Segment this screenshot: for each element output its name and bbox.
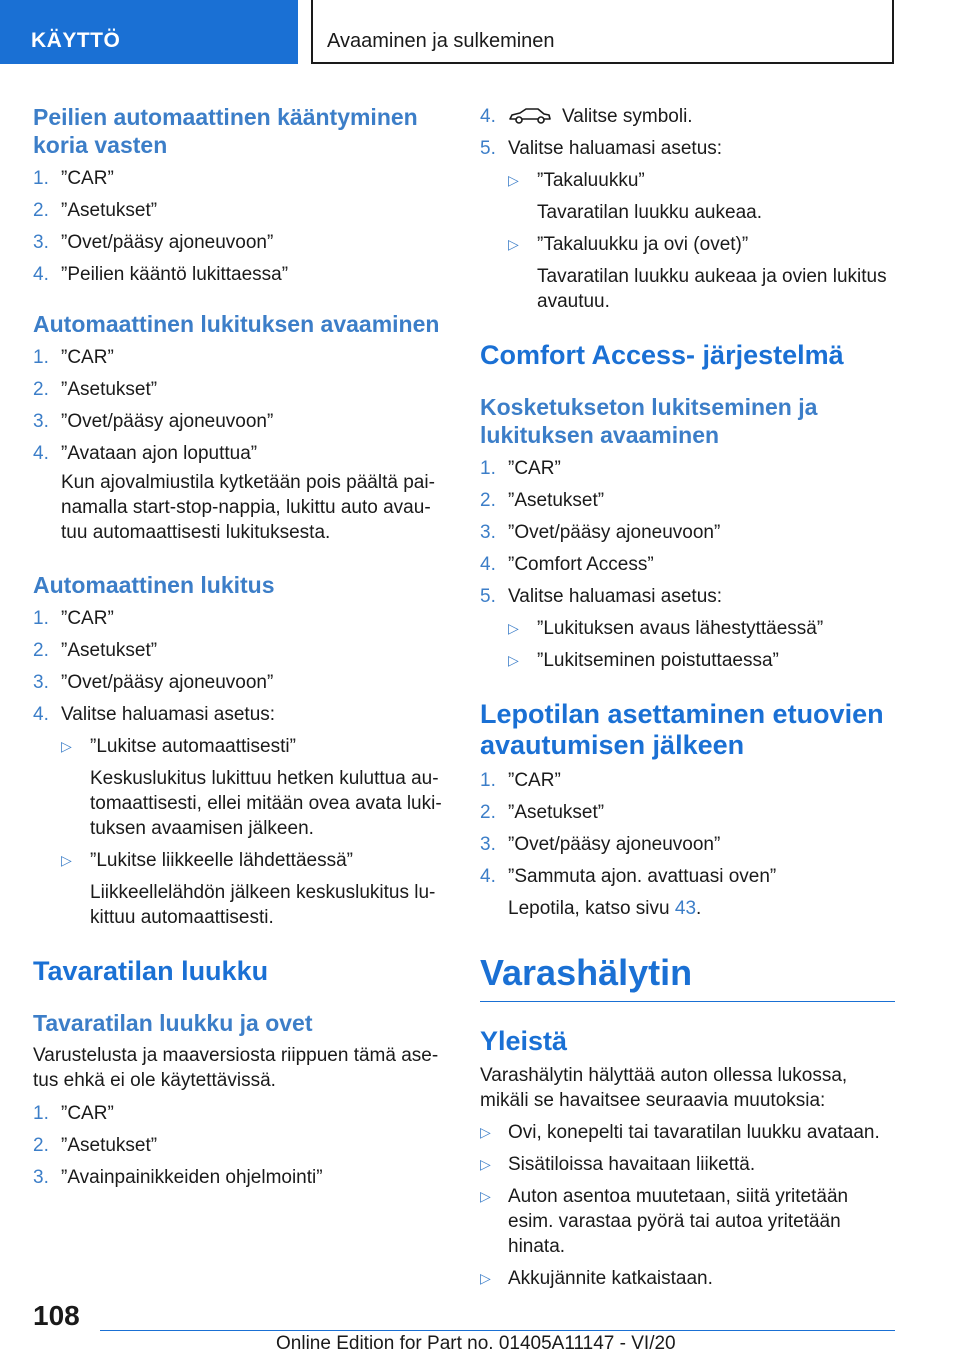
list-item: 4. ”Sammuta ajon. avattuasi oven”	[480, 866, 777, 887]
triangle-right-icon: ▷	[508, 236, 519, 252]
list-item: 5. Valitse haluamasi asetus:	[480, 586, 723, 607]
triangle-right-icon: ▷	[480, 1188, 491, 1204]
list-item: 1. ”CAR”	[33, 168, 114, 189]
section-heading-mirrors: Peilien automaattinen kääntyminen koria vasten	[33, 104, 418, 158]
triangle-right-icon: ▷	[61, 852, 72, 868]
list-item: 2. ”Asetukset”	[480, 490, 605, 511]
list-item: 4. ”Avataan ajon loputtua”	[33, 443, 258, 464]
list-item: 4. ”Peilien kääntö lukittaessa”	[33, 264, 289, 285]
step-note: Kun ajovalmiustila kytketään pois päältä painamalla start-stop-nappia, lukittu auto avautuu automaattisesti lukituksesta.	[61, 472, 435, 543]
page-link[interactable]: 43	[674, 898, 697, 919]
triangle-right-icon: ▷	[508, 620, 519, 636]
footer-edition: Online Edition for Part no. 01405A11147 - VI/20	[276, 1333, 676, 1354]
trunk-intro: Varustelusta ja maaversiosta riippuen tämä asetus ehkä ei ole käytettävissä.	[33, 1045, 439, 1091]
list-item: 1. ”CAR”	[33, 347, 114, 368]
list-item: 2. ”Asetukset”	[33, 200, 158, 221]
list-item: 1. ”CAR”	[33, 1103, 114, 1124]
list-item: 1. ”CAR”	[480, 458, 561, 479]
option-item: ▷ ”Lukitse liikkeelle lähdettäessä”	[61, 850, 353, 871]
lock-steps	[33, 606, 445, 930]
right-column	[480, 100, 895, 1291]
section-heading-auto-unlock: Automaattinen lukituksen avaaminen	[33, 311, 440, 337]
unlock-steps	[33, 345, 445, 545]
list-item: 4. Valitse haluamasi asetus:	[33, 704, 276, 725]
triangle-right-icon: ▷	[480, 1124, 491, 1140]
left-column	[33, 100, 445, 1190]
list-item: ▷ Akkujännite katkaistaan.	[480, 1268, 713, 1289]
list-item: ▷ Sisätiloissa havaitaan liikettä.	[480, 1154, 756, 1175]
section-heading-trunk: Tavaratilan luukku	[33, 956, 269, 986]
option-description: Tavaratilan luukku aukeaa ja ovien lukitus avautuu.	[537, 266, 887, 312]
option-item: ▷ ”Takaluukku”	[508, 170, 645, 191]
triangle-right-icon: ▷	[508, 652, 519, 668]
list-item: ▷ Auton asentoa muutetaan, siitä yritetään esim. varastaa pyörä tai autoa yritetään hinata.	[480, 1186, 849, 1257]
list-item: 2. ”Asetukset”	[480, 802, 605, 823]
list-item: 3. ”Avainpainikkeiden ohjelmointi”	[33, 1167, 323, 1188]
triangle-right-icon: ▷	[61, 738, 72, 754]
trunk-steps	[33, 1101, 445, 1190]
list-item: 3. ”Ovet/pääsy ajoneuvoon”	[33, 232, 274, 253]
option-description: Liikkeellelähdön jälkeen keskuslukitus lukittuu automaattisesti.	[90, 882, 436, 928]
list-item: 3. ”Ovet/pääsy ajoneuvoon”	[33, 672, 274, 693]
list-item: 2. ”Asetukset”	[33, 1135, 158, 1156]
list-item: 2. ”Asetukset”	[33, 379, 158, 400]
option-description: Tavaratilan luukku aukeaa.	[537, 202, 762, 223]
option-item: ▷ ”Takaluukku ja ovi (ovet)”	[508, 234, 749, 255]
step-note: Lepotila, katso sivu 43.	[508, 898, 702, 919]
chapter-heading-alarm: Varashälytin	[480, 952, 693, 993]
keyless-steps	[480, 456, 895, 673]
section-heading-rest-mode: Lepotilan asettaminen etuovien avautumisen jälkeen	[480, 699, 884, 760]
list-item: 3. ”Ovet/pääsy ajoneuvoon”	[480, 834, 721, 855]
option-item: ▷ ”Lukituksen avaus lähestyttäessä”	[508, 618, 824, 639]
list-item: 4. ”Comfort Access”	[480, 554, 654, 575]
triangle-right-icon: ▷	[508, 172, 519, 188]
section-heading-comfort-access: Comfort Access- järjestelmä	[480, 340, 844, 370]
list-item: 5. Valitse haluamasi asetus:	[480, 138, 723, 159]
list-item: 3. ”Ovet/pääsy ajoneuvoon”	[480, 522, 721, 543]
list-item: 2. ”Asetukset”	[33, 640, 158, 661]
list-item: 4. Valitse symboli.	[480, 106, 693, 127]
mirror-steps	[33, 166, 445, 287]
chapter-title: Avaaminen ja sulkeminen	[311, 0, 894, 64]
triangle-right-icon: ▷	[480, 1270, 491, 1286]
page-number: 108	[33, 1300, 80, 1331]
footer-rule	[100, 1330, 895, 1331]
section-tab: KÄYTTÖ	[0, 0, 298, 64]
alarm-intro: Varashälytin hälyttää auton ollessa lukossa, mikäli se havaitsee seuraavia muutoksia:	[480, 1065, 848, 1111]
section-heading-general: Yleistä	[480, 1026, 568, 1056]
option-item: ▷ ”Lukitseminen poistuttaessa”	[508, 650, 779, 671]
triangle-right-icon: ▷	[480, 1156, 491, 1172]
subsection-heading-trunk-doors: Tavaratilan luukku ja ovet	[33, 1010, 313, 1036]
list-item: ▷ Ovi, konepelti tai tavaratilan luukku avataan.	[480, 1122, 880, 1143]
alarm-conditions	[480, 1120, 895, 1291]
subsection-heading-keyless: Kosketukseton lukitseminen ja lukituksen avaaminen	[480, 394, 818, 448]
list-item: 1. ”CAR”	[33, 608, 114, 629]
option-description: Keskuslukitus lukittuu hetken kuluttua automaattisesti, ellei mitään ovea avata lukituksen avaamisen jälkeen.	[90, 768, 442, 839]
option-item: ▷ ”Lukitse automaattisesti”	[61, 736, 296, 757]
car-icon	[508, 106, 552, 124]
heading-rule	[480, 1001, 895, 1002]
list-item: 1. ”CAR”	[480, 770, 561, 791]
rest-steps	[480, 768, 895, 921]
list-item: 3. ”Ovet/pääsy ajoneuvoon”	[33, 411, 274, 432]
section-heading-auto-lock: Automaattinen lukitus	[33, 572, 275, 598]
